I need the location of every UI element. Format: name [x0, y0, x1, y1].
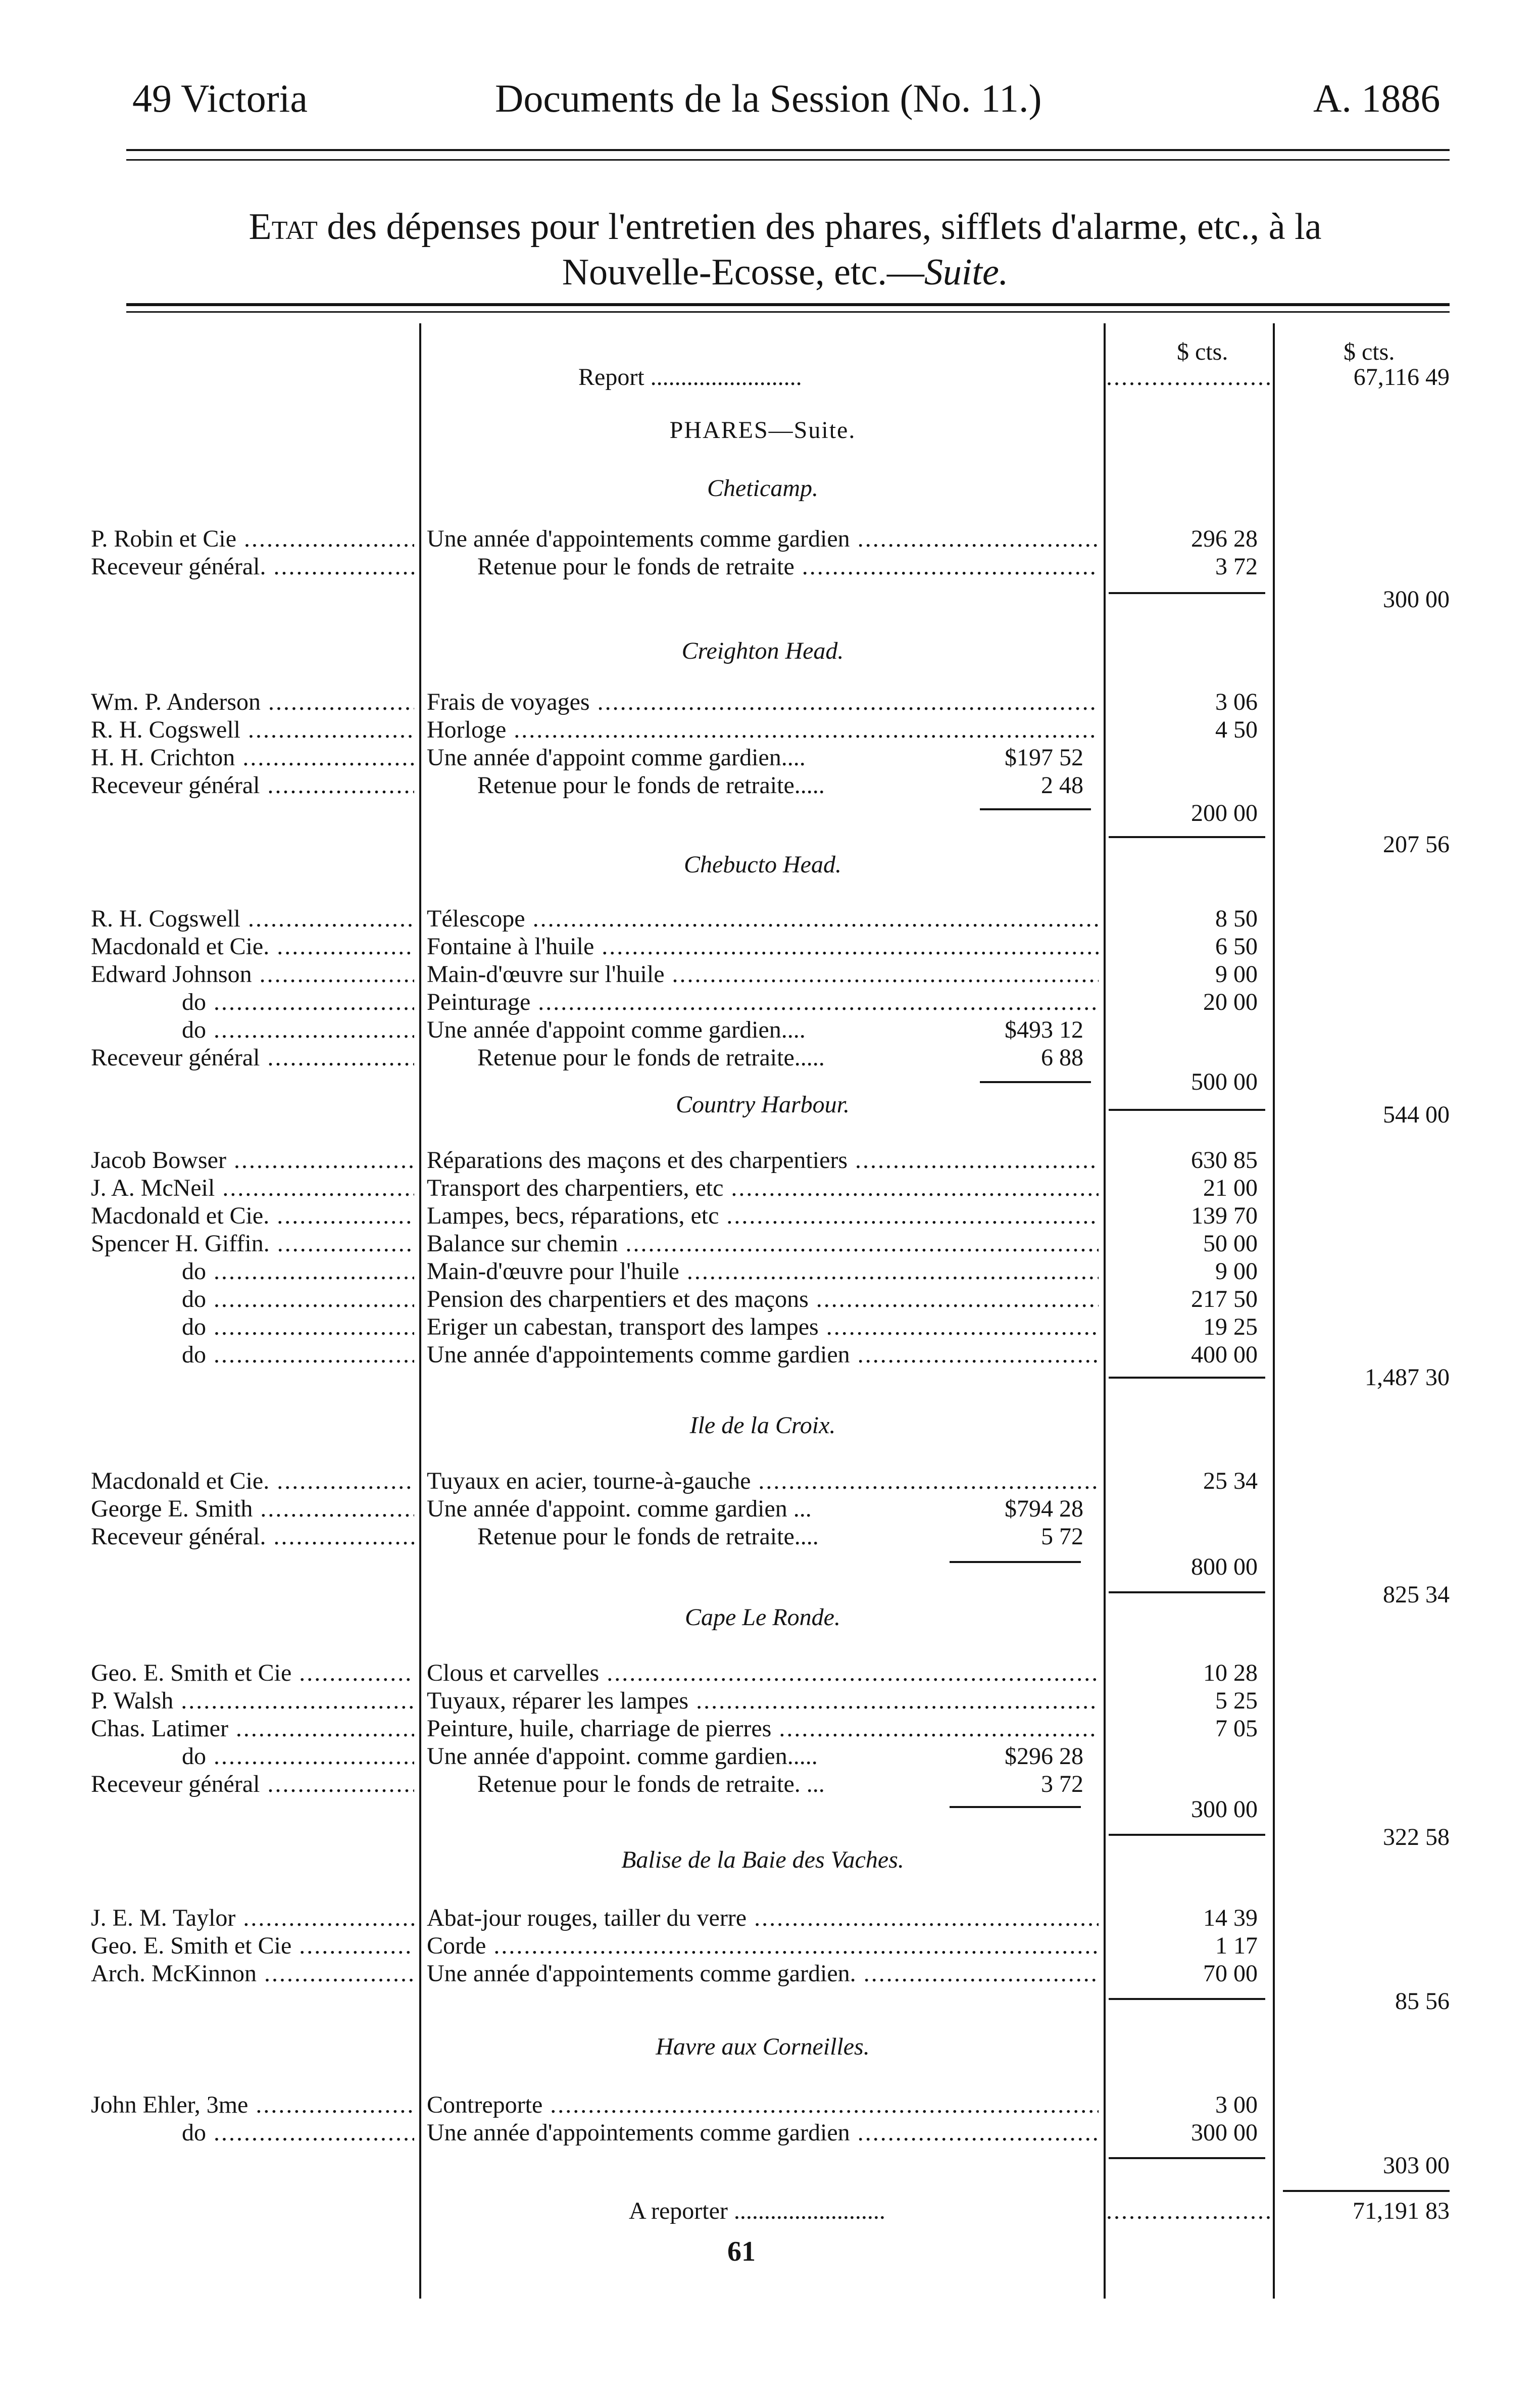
payee: do .....	[91, 1743, 414, 1770]
amount: 50 00	[1203, 1230, 1258, 1257]
group-sum: 300 00	[1191, 1796, 1258, 1823]
sub-rule	[980, 808, 1091, 810]
payee: P. Robin et Cie .....	[91, 525, 414, 553]
amount: 3 00	[1215, 2091, 1258, 2118]
title-line2: Nouvelle-Ecosse, etc.—	[562, 252, 924, 293]
group-sum: 200 00	[1191, 800, 1258, 826]
description: Peinture, huile, charriage de pierres .....	[427, 1715, 1099, 1742]
sub-amount: 5 72	[1041, 1523, 1083, 1550]
payee: do .....	[91, 1258, 414, 1285]
payee: R. H. Cogswell .....	[91, 716, 414, 744]
description: Clous et carvelles .....	[427, 1660, 1099, 1687]
payee: do .....	[91, 1313, 414, 1341]
sum-rule	[1109, 2157, 1265, 2159]
description: Une année d'appointements comme gardien .....	[427, 2119, 1099, 2147]
description: Réparations des maçons et des charpentiers .....	[427, 1147, 1099, 1174]
payee: Chas. Latimer .....	[91, 1715, 414, 1742]
description: Retenue pour le fonds de retraite.....	[477, 1044, 825, 1071]
description: Abat-jour rouges, tailler du verre .....	[427, 1905, 1099, 1932]
payee: Macdonald et Cie. .....	[91, 1202, 414, 1230]
group-total: 85 56	[1395, 1988, 1450, 2015]
sum-rule	[1109, 836, 1265, 838]
sub-rule	[950, 1561, 1081, 1563]
amount: 5 25	[1215, 1687, 1258, 1714]
description: Une année d'appoint. comme gardien ...	[427, 1495, 812, 1522]
group-total: 1,487 30	[1365, 1364, 1450, 1391]
payee: Geo. E. Smith et Cie .....	[91, 1660, 414, 1687]
payee: John Ehler, 3me .....	[91, 2091, 414, 2119]
description: Une année d'appointements comme gardien. .....	[427, 1960, 1099, 1987]
payee: Receveur général .....	[91, 772, 414, 799]
amount: 300 00	[1191, 2119, 1258, 2146]
sub-amount: $794 28	[1005, 1495, 1083, 1522]
header-year: A. 1886	[1313, 76, 1440, 120]
description: Contreporte .....	[427, 2091, 1099, 2119]
column-rule-description	[1104, 323, 1106, 2299]
amount-column-heading: $ cts.	[1177, 338, 1228, 365]
header-rule-bottom	[126, 159, 1450, 161]
group-heading: Chebucto Head.	[684, 851, 841, 878]
payee: Receveur général .....	[91, 1771, 414, 1798]
group-heading: Ile de la Croix.	[689, 1412, 836, 1439]
description: Transport des charpentiers, etc .....	[427, 1175, 1099, 1202]
payee: Macdonald et Cie. .....	[91, 1468, 414, 1495]
sum-rule	[1109, 1377, 1265, 1379]
sum-rule	[1109, 1834, 1265, 1836]
amount: 19 25	[1203, 1313, 1258, 1340]
payee: Wm. P. Anderson .....	[91, 689, 414, 716]
carry-rule	[1283, 2190, 1450, 2192]
description: Retenue pour le fonds de retraite.....	[477, 772, 825, 799]
payee: Arch. McKinnon .....	[91, 1960, 414, 1987]
group-total: 825 34	[1383, 1581, 1450, 1608]
sub-amount: $197 52	[1005, 744, 1083, 771]
description: Fontaine à l'huile .....	[427, 933, 1099, 960]
description: Balance sur chemin .....	[427, 1230, 1099, 1257]
header-rule-top	[126, 149, 1450, 151]
amount: 20 00	[1203, 989, 1258, 1015]
amount: 7 05	[1215, 1715, 1258, 1742]
payee: R. H. Cogswell .....	[91, 905, 414, 933]
amount: 296 28	[1191, 525, 1258, 552]
page-number: 61	[727, 2236, 756, 2267]
title-rule-top	[126, 303, 1450, 306]
sum-rule	[1109, 592, 1265, 594]
title-suite: Suite.	[924, 252, 1009, 293]
payee: George E. Smith .....	[91, 1495, 414, 1523]
payee: P. Walsh .....	[91, 1687, 414, 1715]
payee: Jacob Bowser .....	[91, 1147, 414, 1174]
group-total: 207 56	[1383, 831, 1450, 858]
description: Tuyaux, réparer les lampes .....	[427, 1687, 1099, 1715]
payee: Receveur général. .....	[91, 553, 414, 580]
group-heading: Creighton Head.	[681, 638, 844, 664]
payee: Edward Johnson .....	[91, 961, 414, 988]
payee: Receveur général .....	[91, 1044, 414, 1071]
group-heading: Cape Le Ronde.	[685, 1604, 840, 1631]
title-lead: Etat	[249, 206, 318, 248]
total-column-heading: $ cts.	[1344, 338, 1395, 365]
description: Une année d'appointements comme gardien .....	[427, 1341, 1099, 1369]
amount: 6 50	[1215, 933, 1258, 960]
group-sum: 800 00	[1191, 1553, 1258, 1580]
amount: 8 50	[1215, 905, 1258, 932]
table-title-line1	[106, 202, 1464, 252]
title-rest: des dépenses pour l'entretien des phares, sifflets d'alarme, etc., à la	[317, 206, 1322, 248]
payee: do .....	[91, 1016, 414, 1044]
description: Retenue pour le fonds de retraite. ...	[477, 1771, 825, 1797]
description: Lampes, becs, réparations, etc .....	[427, 1202, 1099, 1230]
amount: 630 85	[1191, 1147, 1258, 1174]
sub-rule	[980, 1081, 1091, 1083]
group-heading: Country Harbour.	[675, 1091, 850, 1118]
sum-rule	[1109, 1109, 1265, 1111]
payee: Spencer H. Giffin. .....	[91, 1230, 414, 1257]
sub-amount: 2 48	[1041, 772, 1083, 799]
amount: 10 28	[1203, 1660, 1258, 1686]
column-rule-amount	[1273, 323, 1275, 2299]
payee: Macdonald et Cie. .....	[91, 933, 414, 960]
description: Main-d'œuvre sur l'huile .....	[427, 961, 1099, 988]
carry-dots: ......................	[1106, 2198, 1273, 2224]
payee: Geo. E. Smith et Cie .....	[91, 1932, 414, 1960]
group-sum: 500 00	[1191, 1068, 1258, 1095]
payee: J. A. McNeil .....	[91, 1175, 414, 1202]
carry-label: A reporter .........................	[629, 2198, 885, 2224]
amount: 4 50	[1215, 716, 1258, 743]
sum-rule	[1109, 1591, 1265, 1593]
description: Corde .....	[427, 1932, 1099, 1960]
description: Une année d'appoint comme gardien....	[427, 744, 806, 771]
description: Télescope .....	[427, 905, 1099, 933]
payee: J. E. M. Taylor .....	[91, 1905, 414, 1932]
report-label: Report .........................	[578, 364, 802, 391]
amount: 400 00	[1191, 1341, 1258, 1368]
sub-amount: $493 12	[1005, 1016, 1083, 1043]
description: Main-d'œuvre pour l'huile .....	[427, 1258, 1099, 1285]
amount: 217 50	[1191, 1286, 1258, 1312]
header-volume: 49 Victoria	[132, 76, 308, 120]
description: Une année d'appoint. comme gardien.....	[427, 1743, 818, 1770]
group-total: 300 00	[1383, 586, 1450, 613]
amount: 3 72	[1215, 553, 1258, 580]
sub-amount: 6 88	[1041, 1044, 1083, 1071]
amount: 139 70	[1191, 1202, 1258, 1229]
sub-amount: $296 28	[1005, 1743, 1083, 1770]
report-dots: ......................	[1106, 364, 1273, 391]
payee: do .....	[91, 1341, 414, 1369]
group-heading: Havre aux Corneilles.	[656, 2033, 870, 2060]
payee: do .....	[91, 1286, 414, 1313]
amount: 25 34	[1203, 1468, 1258, 1494]
carry-total: 71,191 83	[1353, 2198, 1450, 2224]
description: Tuyaux en acier, tourne-à-gauche .....	[427, 1468, 1099, 1495]
group-total: 303 00	[1383, 2152, 1450, 2179]
description: Eriger un cabestan, transport des lampes .....	[427, 1313, 1099, 1341]
sub-amount: 3 72	[1041, 1771, 1083, 1797]
report-total: 67,116 49	[1353, 364, 1450, 391]
payee: Receveur général. .....	[91, 1523, 414, 1550]
table-title-line2	[106, 248, 1464, 297]
section-title: PHARES—Suite.	[669, 417, 856, 444]
description: Une année d'appointements comme gardien .....	[427, 525, 1099, 553]
payee: do .....	[91, 989, 414, 1016]
sum-rule	[1109, 1998, 1265, 2000]
description: Retenue pour le fonds de retraite....	[477, 1523, 819, 1550]
description: Frais de voyages .....	[427, 689, 1099, 716]
description: Peinturage .....	[427, 989, 1099, 1016]
column-rule-payee	[419, 323, 421, 2299]
payee: do .....	[91, 2119, 414, 2147]
description: Une année d'appoint comme gardien....	[427, 1016, 806, 1043]
amount: 9 00	[1215, 1258, 1258, 1285]
group-heading: Balise de la Baie des Vaches.	[621, 1846, 904, 1873]
amount: 3 06	[1215, 689, 1258, 715]
amount: 70 00	[1203, 1960, 1258, 1987]
title-rule-bottom	[126, 311, 1450, 313]
description: Horloge .....	[427, 716, 1099, 744]
group-total: 322 58	[1383, 1824, 1450, 1850]
description: Retenue pour le fonds de retraite .....	[427, 553, 1099, 580]
description: Pension des charpentiers et des maçons .....	[427, 1286, 1099, 1313]
header-documents: Documents de la Session (No. 11.)	[495, 76, 1042, 120]
group-total: 544 00	[1383, 1101, 1450, 1128]
payee: H. H. Crichton .....	[91, 744, 414, 771]
amount: 1 17	[1215, 1932, 1258, 1959]
sub-rule	[950, 1806, 1081, 1808]
amount: 21 00	[1203, 1175, 1258, 1201]
group-heading: Cheticamp.	[707, 475, 818, 502]
amount: 14 39	[1203, 1905, 1258, 1931]
amount: 9 00	[1215, 961, 1258, 988]
